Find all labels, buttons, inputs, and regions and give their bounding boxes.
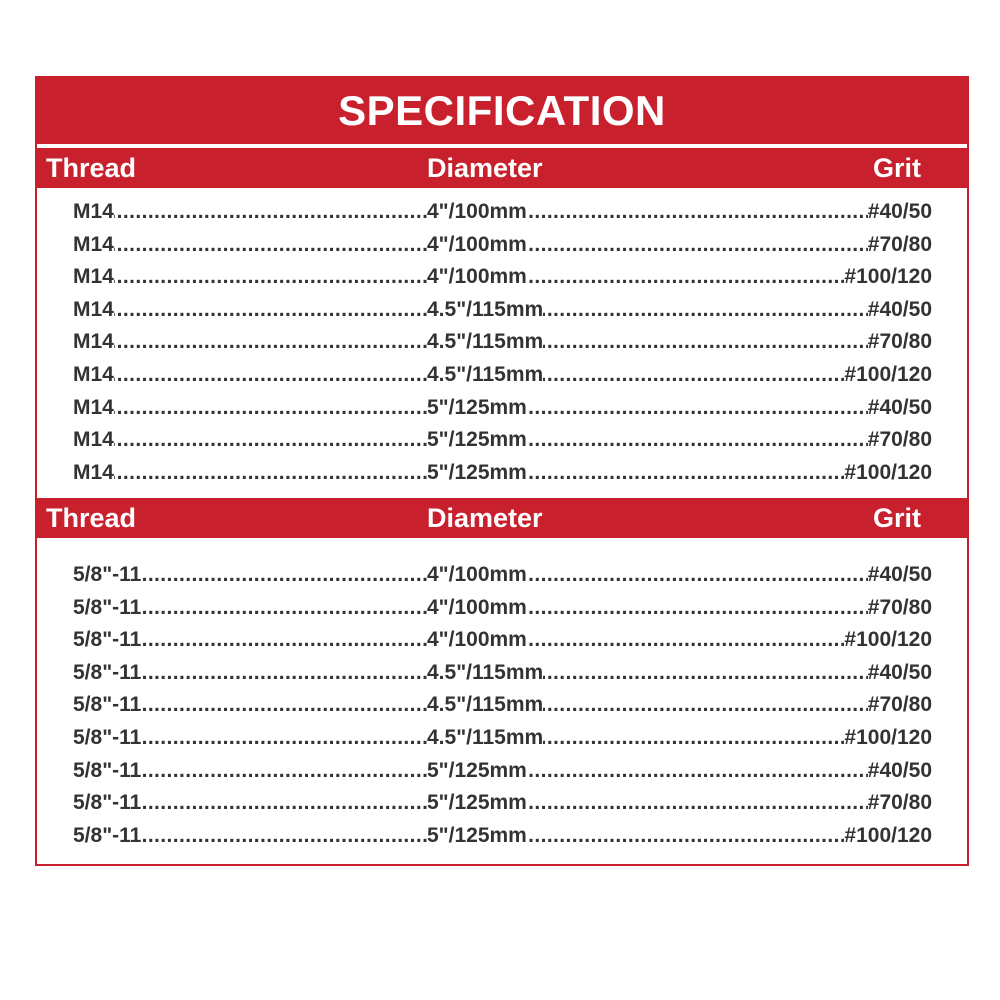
cell-diameter: 4.5"/115mm [427,722,543,755]
table-row [37,755,967,788]
cell-thread: M14 [73,392,114,425]
cell-diameter: 4"/100mm [427,559,527,592]
cell-grit: #100/120 [844,261,932,294]
cell-grit: #40/50 [868,755,932,788]
cell-grit: #100/120 [844,722,932,755]
cell-diameter: 5"/125mm [427,457,527,490]
cell-thread: 5/8"-11 [73,820,141,853]
cell-diameter: 5"/125mm [427,820,527,853]
cell-thread: M14 [73,261,114,294]
cell-grit: #100/120 [844,624,932,657]
table2-header [37,498,967,538]
table-row [37,624,967,657]
cell-diameter: 4.5"/115mm [427,294,543,327]
table-row [37,787,967,820]
cell-diameter: 5"/125mm [427,787,527,820]
cell-grit: #100/120 [844,457,932,490]
cell-diameter: 4"/100mm [427,624,527,657]
cell-grit: #40/50 [868,392,932,425]
cell-grit: #70/80 [868,689,932,722]
cell-grit: #70/80 [868,326,932,359]
table2-header-grit: Grit [872,503,921,533]
table-row [37,261,967,294]
table-row [37,326,967,359]
cell-grit: #70/80 [868,229,932,262]
cell-thread: 5/8"-11 [73,787,141,820]
table-row [37,392,967,425]
cell-grit: #70/80 [868,787,932,820]
cell-thread: M14 [73,196,114,229]
cell-diameter: 4"/100mm [427,229,527,262]
cell-thread: 5/8"-11 [73,722,141,755]
cell-diameter: 5"/125mm [427,755,527,788]
cell-grit: #70/80 [868,424,932,457]
table-row [37,457,967,490]
cell-thread: M14 [73,424,114,457]
cell-thread: M14 [73,229,114,262]
cell-grit: #100/120 [844,359,932,392]
table-row [37,294,967,327]
cell-diameter: 4"/100mm [427,196,527,229]
table1-header-thread: Thread [46,153,137,183]
cell-grit: #40/50 [868,657,932,690]
cell-grit: #100/120 [844,820,932,853]
table-row [37,820,967,853]
table1-rows [37,196,967,489]
cell-thread: M14 [73,326,114,359]
table-row [37,229,967,262]
table-row [37,657,967,690]
table-row [37,592,967,625]
cell-thread: M14 [73,359,114,392]
cell-thread: M14 [73,294,114,327]
cell-thread: 5/8"-11 [73,624,141,657]
specification-title: SPECIFICATION [37,78,967,144]
cell-thread: M14 [73,457,114,490]
cell-diameter: 4"/100mm [427,261,527,294]
cell-grit: #40/50 [868,294,932,327]
table1-header [37,148,967,188]
table1-header-diameter: Diameter [427,153,543,183]
cell-thread: 5/8"-11 [73,689,141,722]
table2-header-thread: Thread [46,503,137,533]
table-row [37,196,967,229]
cell-grit: #40/50 [868,559,932,592]
cell-grit: #40/50 [868,196,932,229]
table-row [37,559,967,592]
table-row [37,424,967,457]
cell-diameter: 4"/100mm [427,592,527,625]
table1-header-grit: Grit [872,153,921,183]
cell-diameter: 5"/125mm [427,392,527,425]
cell-thread: 5/8"-11 [73,559,141,592]
table2-header-diameter: Diameter [427,503,543,533]
table-row [37,359,967,392]
table-row [37,722,967,755]
cell-thread: 5/8"-11 [73,755,141,788]
table2-rows [37,559,967,852]
cell-diameter: 5"/125mm [427,424,527,457]
cell-thread: 5/8"-11 [73,657,141,690]
cell-diameter: 4.5"/115mm [427,689,543,722]
cell-diameter: 4.5"/115mm [427,359,543,392]
cell-thread: 5/8"-11 [73,592,141,625]
table-row [37,689,967,722]
specification-card [35,76,969,866]
cell-diameter: 4.5"/115mm [427,657,543,690]
cell-grit: #70/80 [868,592,932,625]
cell-diameter: 4.5"/115mm [427,326,543,359]
